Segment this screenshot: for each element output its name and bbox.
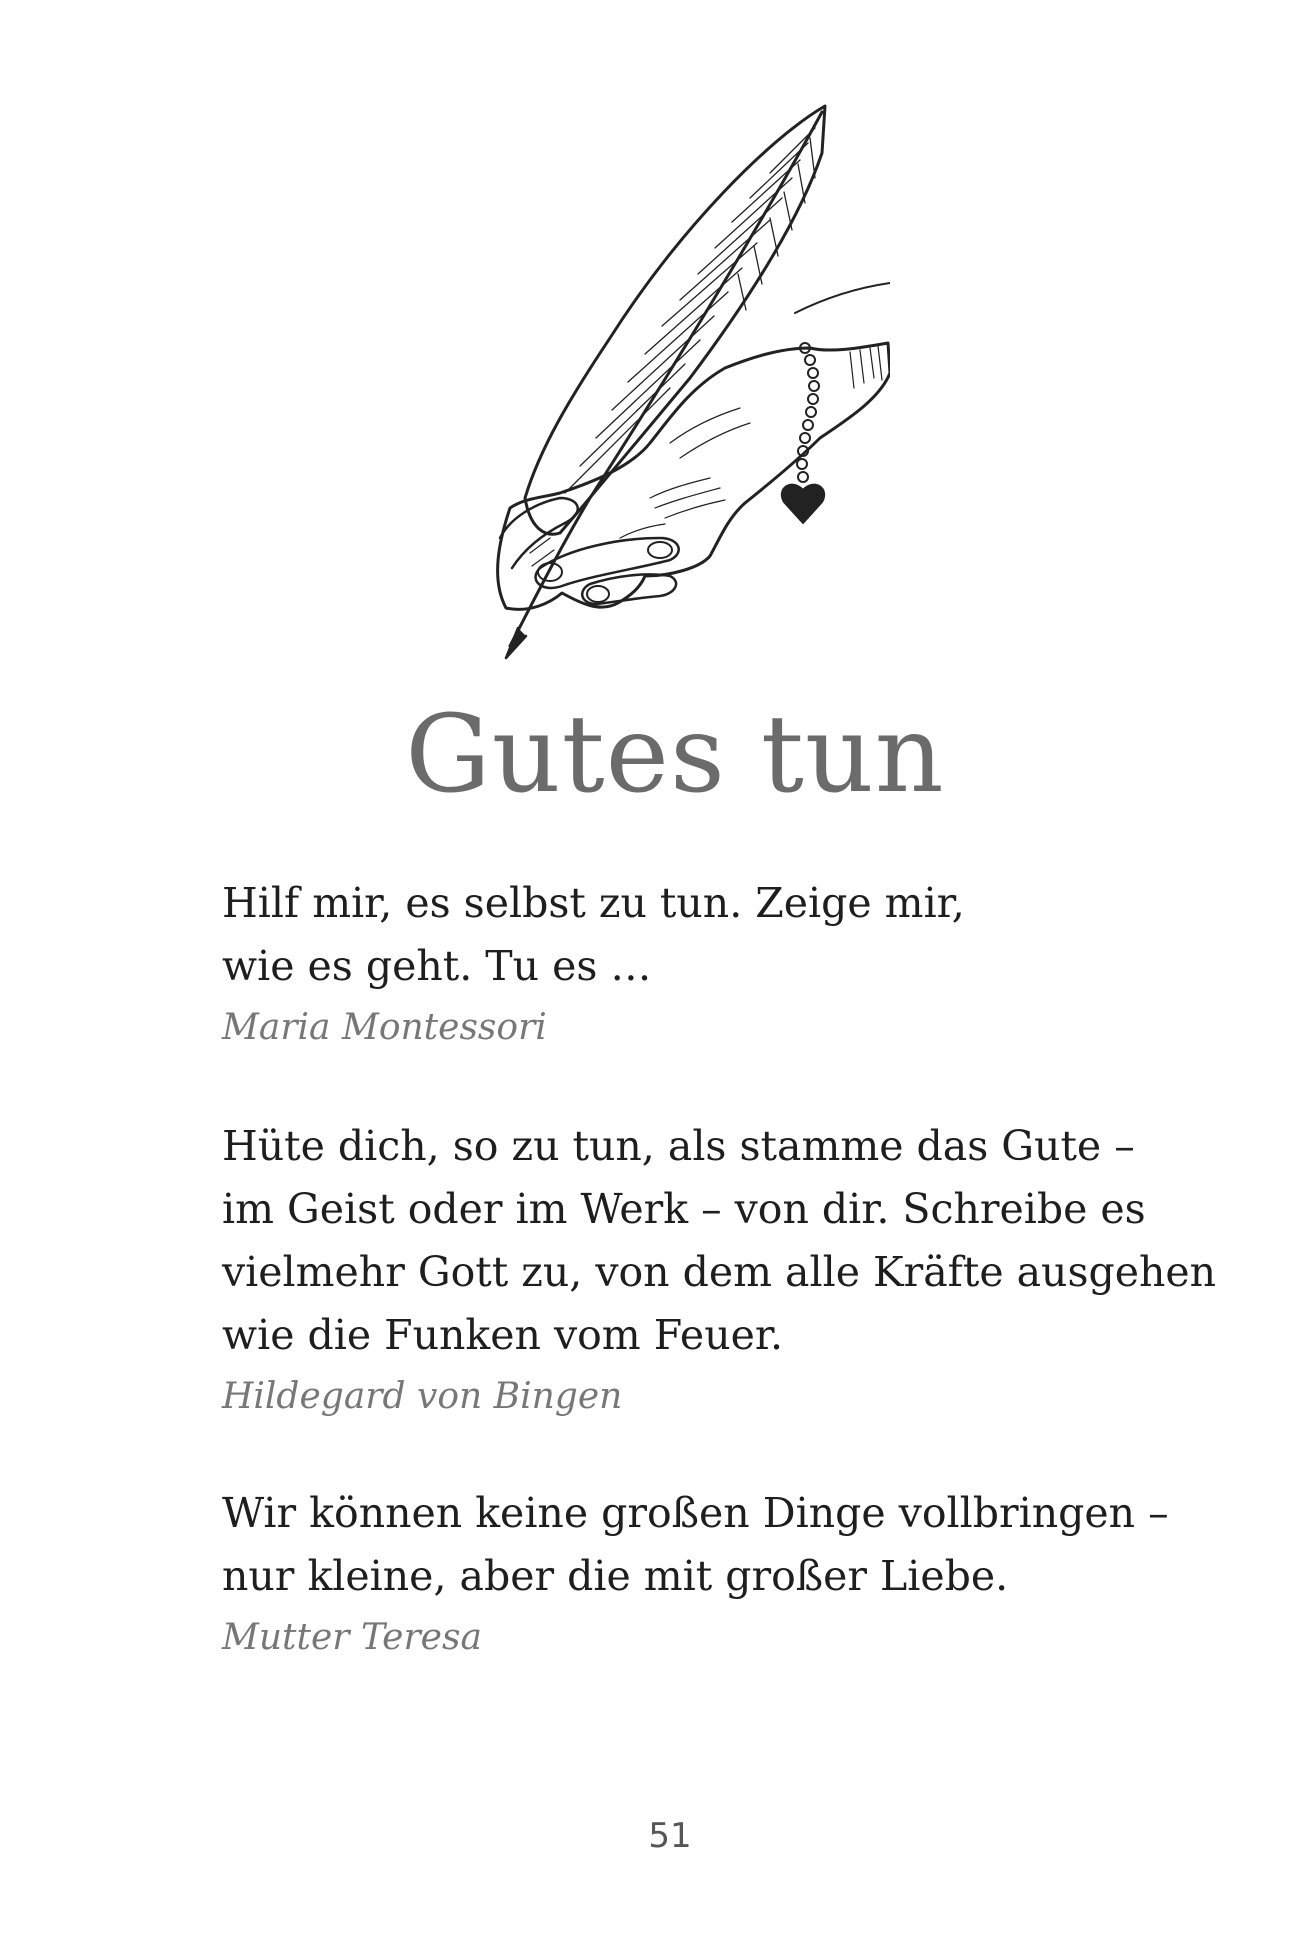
feather-barbs bbox=[565, 128, 815, 493]
page-title: Gutes tun bbox=[405, 693, 945, 817]
quill-hand-illustration bbox=[470, 98, 890, 668]
quote-block bbox=[222, 1115, 1217, 1425]
quill-shaft bbox=[510, 112, 822, 646]
quote-author: Maria Montessori bbox=[222, 1007, 547, 1048]
quill-nib bbox=[506, 628, 526, 658]
quote-author: Hildegard von Bingen bbox=[222, 1376, 623, 1417]
quote-line: wie die Funken vom Feuer. bbox=[222, 1311, 783, 1359]
wrist-line bbox=[795, 283, 890, 313]
quote-line: Hüte dich, so zu tun, als stamme das Gute – bbox=[222, 1122, 1135, 1170]
quote-line: Wir können keine großen Dinge vollbringen – bbox=[222, 1489, 1169, 1537]
heart-charm bbox=[782, 485, 824, 523]
page-number: 51 bbox=[648, 1816, 692, 1856]
fingernail bbox=[648, 542, 672, 558]
hand-quill-drawing bbox=[470, 98, 890, 668]
quote-line: nur kleine, aber die mit großer Liebe. bbox=[222, 1552, 1009, 1600]
quote-line: vielmehr Gott zu, von dem alle Kräfte ausgehen bbox=[222, 1248, 1217, 1296]
quote-author: Mutter Teresa bbox=[222, 1617, 482, 1658]
quote-line: Hilf mir, es selbst zu tun. Zeige mir, bbox=[222, 879, 965, 927]
quote-block bbox=[222, 1482, 1182, 1666]
quote-block bbox=[222, 872, 1182, 1056]
quote-line: im Geist oder im Werk – von dir. Schreibe es bbox=[222, 1185, 1146, 1233]
hand-outline bbox=[498, 343, 890, 609]
finger-middle bbox=[582, 574, 676, 604]
quote-line: wie es geht. Tu es … bbox=[222, 942, 652, 990]
bracelet-chain bbox=[797, 343, 819, 482]
fingernail bbox=[587, 586, 609, 602]
